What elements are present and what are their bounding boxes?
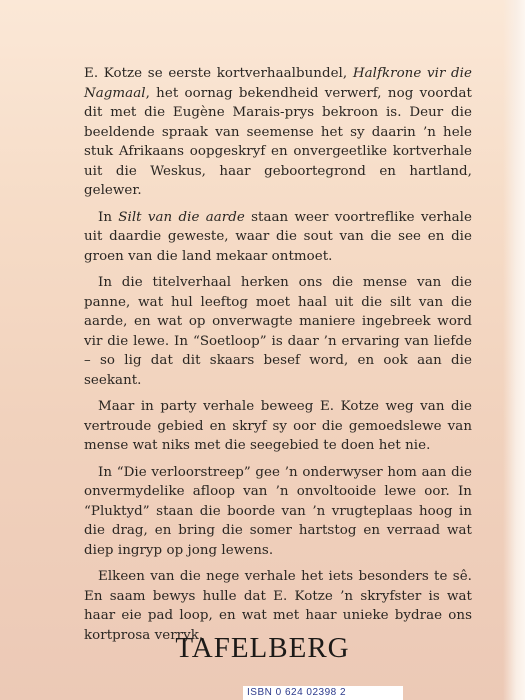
blurb-paragraph-6: Elkeen van die nege verhale het iets besonders te sê. En saam bewys hulle dat E. Kotze ’n skryfster is wat haar eie pad loop, en wat met haar unieke bydrae ons kortprosa verryk. xyxy=(84,569,472,643)
book-title-silt: Silt van die aarde xyxy=(118,209,245,225)
blurb-paragraph-1: E. Kotze se eerste kortverhaalbundel, Halfkrone vir die Nagmaal, het oornag bekendheid verwerf, nog voordat dit met die Eugène Marais-prys bekroon is. Deur die beeldende spraak van seemense het sy daarin ’n hele stuk Afrikaans oopgeskryf en onvergeetlike kortverhale uit die Weskus, haar geboortegrond en hartland, gelewer. xyxy=(84,66,472,198)
cover-edge-highlight xyxy=(503,0,525,700)
publisher-name: TAFELBERG xyxy=(175,632,350,664)
book-title-halfkrone: Halfkrone vir die Nagmaal xyxy=(84,66,472,101)
blurb-paragraph-3: In die titelverhaal herken ons die mense van die panne, wat hul leeftog moet haal uit die silt van die aarde, en wat op onverwagte maniere ingebreek word vir die lewe. In “Soetloop” is daar ’n ervaring van liefde – so lig dat dit skaars besef word, en ook aan die seekant. xyxy=(84,275,472,388)
isbn-label: ISBN 0 624 02398 2 xyxy=(243,686,403,700)
blurb-paragraph-5: In “Die verloorstreep” gee ’n onderwyser hom aan die onvermydelike afloop van ’n onvoltooide lewe oor. In “Pluktyd” staan die boorde van ’n vrugteplaas hoog in die drag, en bring die somer hartstog en verraad wat diep ingryp op jong lewens. xyxy=(84,464,472,558)
blurb-paragraph-4: Maar in party verhale beweeg E. Kotze weg van die vertroude gebied en skryf sy oor die gemoedslewe van mense wat niks met die seegebied te doen het nie. xyxy=(84,399,472,453)
blurb-text xyxy=(84,64,472,652)
blurb-paragraph-2: In Silt van die aarde staan weer voortreflike verhale uit daardie geweste, waar die sout van die see en die groen van die land mekaar ontmoet. xyxy=(84,209,472,264)
